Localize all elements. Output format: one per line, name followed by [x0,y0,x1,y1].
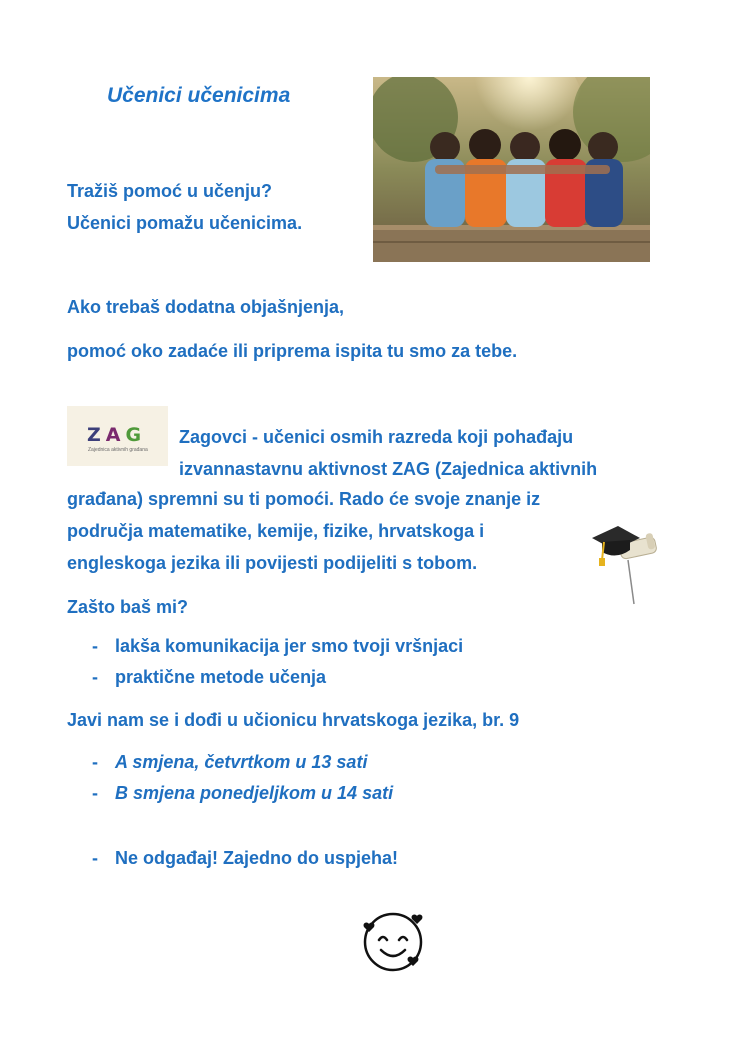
about-line-4: područja matematike, kemije, fizike, hrvatskoga i [67,521,485,541]
about-line-2: izvannastavnu aktivnost ZAG (Zajednica aktivnih [179,459,598,479]
why-item-1: lakša komunikacija jer smo tvoji vršnjaci [115,636,464,656]
children-hugging-photo [373,77,650,262]
logo-letter-g: G [125,424,147,446]
dash-3: - [92,752,98,772]
about-line-1: Zagovci - učenici osmih razreda koji pohađaju [179,427,574,447]
contact-item-2: B smjena ponedjeljkom u 14 sati [115,783,394,803]
dash-1: - [92,636,98,656]
why-heading: Zašto baš mi? [67,597,189,617]
dash-2: - [92,667,98,687]
logo-letter-a: A [105,424,126,446]
dash-5: - [92,848,98,868]
page-title: Učenici učenicima [107,84,291,107]
logo-subtitle: Zajednica aktivnih građana [88,447,148,453]
dash-4: - [92,783,98,803]
intro-line-1: Tražiš pomoć u učenju? [67,181,273,201]
contact-heading: Javi nam se i dođi u učionicu hrvatskoga jezika, br. 9 [67,710,520,730]
offer-line-2: pomoć oko zadaće ili priprema ispita tu smo za tebe. [67,341,518,361]
offer-line-1: Ako trebaš dodatna objašnjenja, [67,297,345,317]
smiling-face-with-hearts-icon [361,910,427,974]
why-item-2: praktične metode učenja [115,667,327,687]
zag-logo [67,406,168,466]
closing-line: Ne odgađaj! Zajedno do uspjeha! [115,848,399,868]
about-line-5: engleskoga jezika ili povijesti podijeliti s tobom. [67,553,478,573]
intro-line-2: Učenici pomažu učenicima. [67,213,303,233]
contact-item-1: A smjena, četvrtkom u 13 sati [115,752,368,772]
logo-letter-z: Z [87,424,106,446]
graduation-cap-icon [590,518,662,606]
about-line-3: građana) spremni su ti pomoći. Rado će svoje znanje iz [67,489,541,509]
